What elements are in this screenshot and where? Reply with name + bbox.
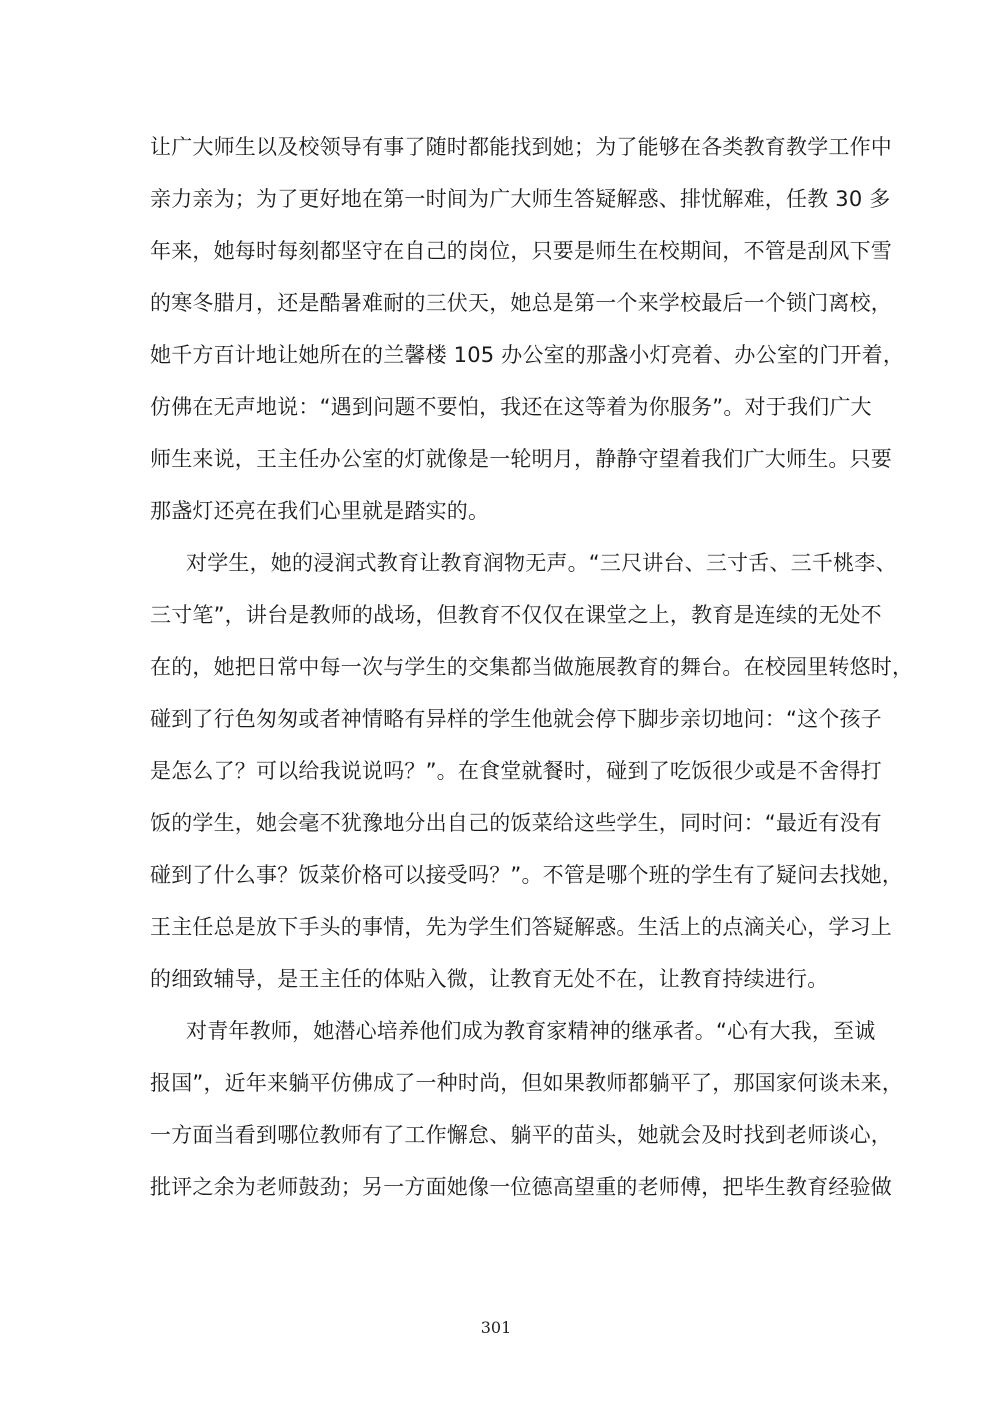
text-line: 碰到了什么事？饭菜价格可以接受吗？”。不管是哪个班的学生有了疑问去找她， bbox=[150, 863, 904, 887]
text-line: 饭的学生，她会毫不犹豫地分出自己的饭菜给这些学生，同时问：“最近有没有 bbox=[150, 811, 882, 835]
text-line: 年来，她每时每刻都坚守在自己的岗位，只要是师生在校期间，不管是刮风下雪 bbox=[150, 239, 892, 263]
paragraph-first-line: 对学生，她的浸润式教育让教育润物无声。“三尺讲台、三寸舌、三千桃李、 bbox=[186, 551, 897, 575]
text-line: 一方面当看到哪位教师有了工作懈怠、躺平的苗头，她就会及时找到老师谈心， bbox=[150, 1123, 892, 1147]
text-line: 的细致辅导，是王主任的体贴入微，让教育无处不在，让教育持续进行。 bbox=[150, 967, 829, 991]
text-line: 她千方百计地让她所在的兰馨楼 105 办公室的那盏小灯亮着、办公室的门开着， bbox=[150, 343, 905, 367]
text-line: 的寒冬腊月，还是酷暑难耐的三伏天，她总是第一个来学校最后一个锁门离校， bbox=[150, 291, 892, 315]
text-line: 让广大师生以及校领导有事了随时都能找到她；为了能够在各类教育教学工作中 bbox=[150, 135, 892, 159]
text-line: 碰到了行色匆匆或者神情略有异样的学生他就会停下脚步亲切地问：“这个孩子 bbox=[150, 707, 882, 731]
text-line: 王主任总是放下手头的事情，先为学生们答疑解惑。生活上的点滴关心，学习上 bbox=[150, 915, 892, 939]
text-line: 师生来说，王主任办公室的灯就像是一轮明月，静静守望着我们广大师生。只要 bbox=[150, 447, 892, 471]
text-line: 三寸笔”，讲台是教师的战场，但教育不仅仅在课堂之上，教育是连续的无处不 bbox=[150, 603, 882, 627]
text-line: 报国”，近年来躺平仿佛成了一种时尚，但如果教师都躺平了，那国家何谈未来， bbox=[150, 1071, 904, 1095]
text-line: 那盏灯还亮在我们心里就是踏实的。 bbox=[150, 499, 490, 523]
text-line: 批评之余为老师鼓劲；另一方面她像一位德高望重的老师傅，把毕生教育经验做 bbox=[150, 1175, 892, 1199]
text-line: 亲力亲为；为了更好地在第一时间为广大师生答疑解惑、排忧解难，任教 30 多 bbox=[150, 187, 891, 211]
text-line: 是怎么了？可以给我说说吗？”。在食堂就餐时，碰到了吃饭很少或是不舍得打 bbox=[150, 759, 882, 783]
page-number: 301 bbox=[480, 1318, 512, 1337]
text-line: 仿佛在无声地说：“遇到问题不要怕，我还在这等着为你服务”。对于我们广大 bbox=[150, 395, 872, 419]
paragraph-first-line: 对青年教师，她潜心培养他们成为教育家精神的继承者。“心有大我，至诚 bbox=[186, 1019, 876, 1043]
text-line: 在的，她把日常中每一次与学生的交集都当做施展教育的舞台。在校园里转悠时， bbox=[150, 655, 914, 679]
